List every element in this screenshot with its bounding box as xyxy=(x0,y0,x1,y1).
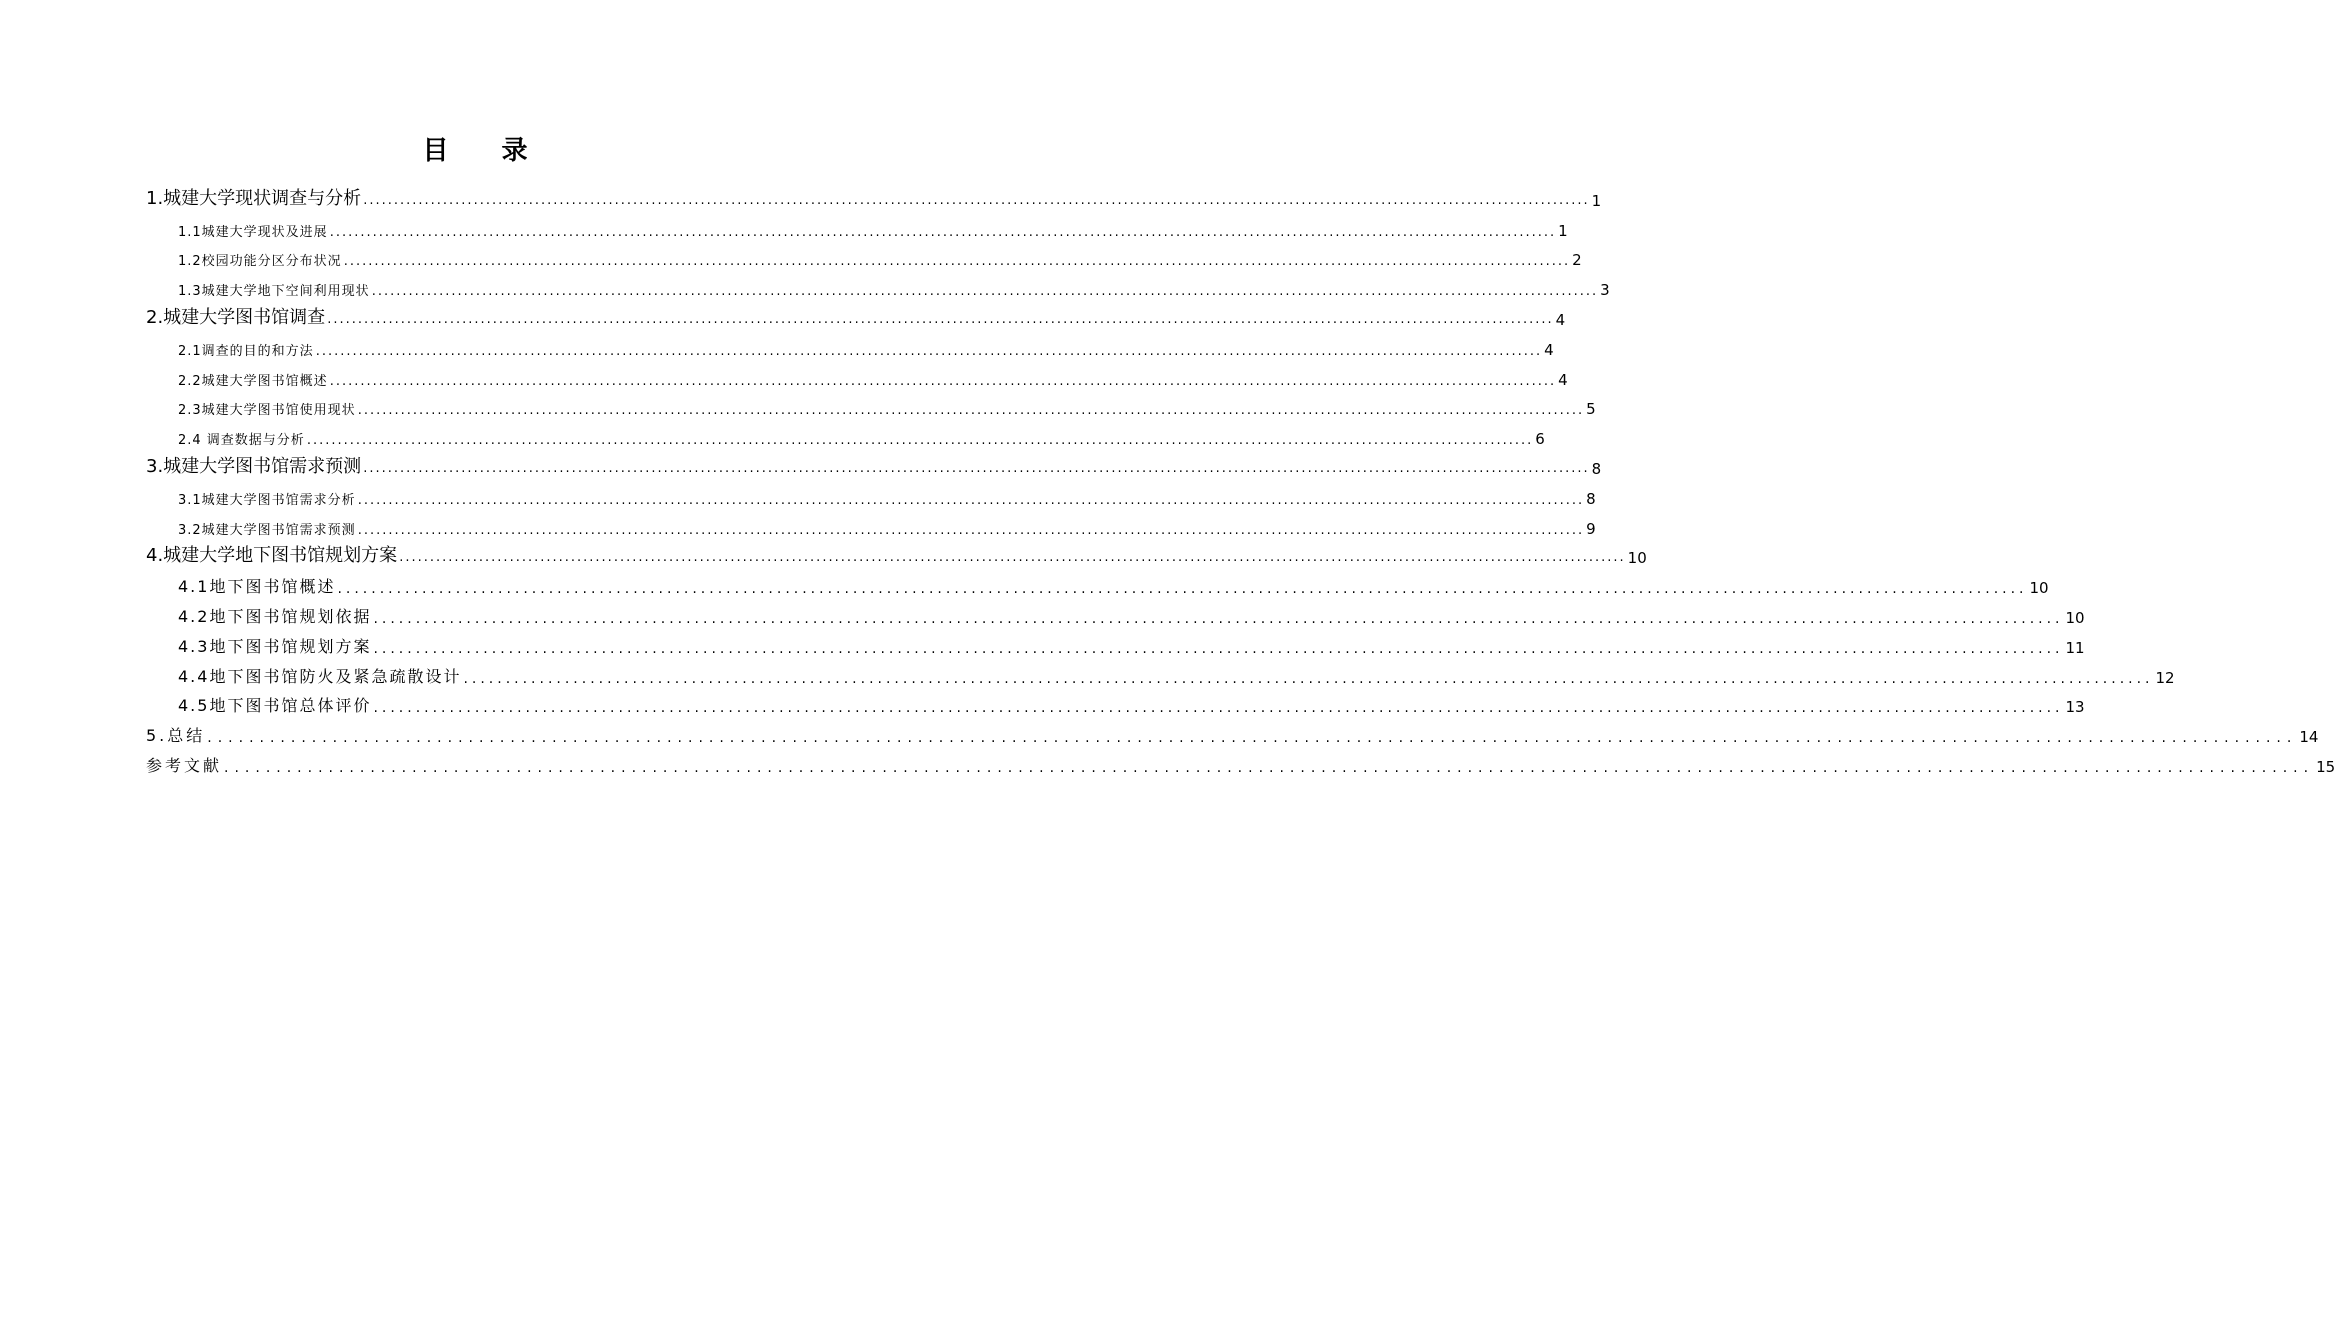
toc-entry-label: 4.2地下图书馆规划依据 xyxy=(178,606,372,626)
toc-dot-leader: ........................................................................................................................................................................................................ xyxy=(357,492,1585,508)
toc-page-number: 15 xyxy=(2316,757,2335,776)
toc-page-number: 1 xyxy=(1591,191,1602,210)
toc-page-number: 10 xyxy=(2029,579,2049,598)
toc-page-number: 4 xyxy=(1555,310,1566,329)
toc-entry[interactable] xyxy=(146,299,1566,329)
toc-dot-leader: ........................................................................................................................................................................................................ xyxy=(373,700,2064,717)
toc-entry[interactable] xyxy=(146,508,1596,538)
toc-dot-leader: ........................................................................................................................................................................................................ xyxy=(224,759,2315,776)
toc-entry[interactable] xyxy=(146,597,2085,627)
toc-entry-label: 1.2校园功能分区分布状况 xyxy=(178,254,342,270)
toc-page-number: 1 xyxy=(1558,221,1568,240)
toc-dot-leader: ........................................................................................................................................................................................................ xyxy=(463,670,2154,687)
toc-entry[interactable] xyxy=(146,567,2049,598)
toc-dot-leader: ........................................................................................................................................................................................................ xyxy=(371,284,1599,300)
toc-page-number: 5 xyxy=(1586,400,1596,419)
toc-entry[interactable] xyxy=(146,746,2335,776)
toc-entry-label: 4.3地下图书馆规划方案 xyxy=(178,636,372,656)
toc-dot-leader: ........................................................................................................................................................................................................ xyxy=(373,610,2064,627)
toc-page-number: 11 xyxy=(2065,638,2085,657)
toc-entry-label: 2.4 调查数据与分析 xyxy=(178,433,305,449)
toc-entry-label: 2.3城建大学图书馆使用现状 xyxy=(178,403,356,419)
toc-entry[interactable] xyxy=(146,389,1596,419)
toc-page-number: 10 xyxy=(1627,549,1647,568)
toc-entry[interactable] xyxy=(146,240,1582,270)
toc-dot-leader: ........................................................................................................................................................................................................ xyxy=(363,460,1590,476)
toc-page-number: 9 xyxy=(1586,519,1596,538)
toc-dot-leader: ........................................................................................................................................................................................................ xyxy=(399,550,1626,566)
toc-dot-leader: ........................................................................................................................................................................................................ xyxy=(357,403,1585,419)
toc-dot-leader: ........................................................................................................................................................................................................ xyxy=(315,343,1543,359)
toc-page-number: 10 xyxy=(2065,608,2085,627)
toc-entry-label: 3.城建大学图书馆需求预测 xyxy=(146,455,362,477)
toc-page-number: 8 xyxy=(1586,489,1596,508)
toc-entry-label: 3.1城建大学图书馆需求分析 xyxy=(178,492,356,508)
toc-entry-label: 1.城建大学现状调查与分析 xyxy=(146,187,362,209)
toc-entry-label: 2.1调查的目的和方法 xyxy=(178,343,314,359)
toc-dot-leader: ........................................................................................................................................................................................................ xyxy=(373,640,2064,657)
toc-entry-label: 2.2城建大学图书馆概述 xyxy=(178,373,328,389)
toc-entry[interactable] xyxy=(146,418,1545,449)
toc-entry[interactable] xyxy=(146,687,2085,717)
toc-entry[interactable] xyxy=(146,329,1554,359)
toc-entry-label: 2.城建大学图书馆调查 xyxy=(146,306,326,328)
toc-entry-label: 5.总结 xyxy=(146,726,206,746)
toc-dot-leader: ........................................................................................................................................................................................................ xyxy=(357,522,1585,538)
toc-dot-leader: ........................................................................................................................................................................................................ xyxy=(329,373,1557,389)
toc-dot-leader: ........................................................................................................................................................................................................ xyxy=(337,581,2028,598)
toc-page-number: 2 xyxy=(1572,251,1582,270)
toc-entry[interactable] xyxy=(146,359,1568,389)
toc-page-number: 3 xyxy=(1600,281,1610,300)
toc-entry-label: 1.3城建大学地下空间利用现状 xyxy=(178,284,370,300)
toc-page-number: 8 xyxy=(1591,459,1602,478)
toc-entry-label: 4.4地下图书馆防火及紧急疏散设计 xyxy=(178,666,462,686)
toc-entry-label: 4.1地下图书馆概述 xyxy=(178,577,336,597)
toc-entry[interactable] xyxy=(146,269,1610,300)
toc-entry[interactable] xyxy=(146,448,1602,478)
toc-page-number: 4 xyxy=(1558,370,1568,389)
toc-page-number: 4 xyxy=(1544,340,1554,359)
toc-entry[interactable] xyxy=(146,627,2085,657)
toc-page-number: 14 xyxy=(2299,728,2319,747)
toc-entry-label: 3.2城建大学图书馆需求预测 xyxy=(178,522,356,538)
toc-entry[interactable] xyxy=(146,180,1602,210)
toc-entry-label: 4.城建大学地下图书馆规划方案 xyxy=(146,545,398,567)
toc-dot-leader: ........................................................................................................................................................................................................ xyxy=(329,224,1557,240)
toc-dot-leader: ........................................................................................................................................................................................................ xyxy=(363,192,1590,208)
toc-entry[interactable] xyxy=(146,716,2319,747)
toc-entry[interactable] xyxy=(146,478,1596,508)
toc-dot-leader: ........................................................................................................................................................................................................ xyxy=(327,311,1554,327)
toc-entry[interactable] xyxy=(146,657,2175,687)
toc-page-number: 6 xyxy=(1535,430,1545,449)
table-of-contents xyxy=(146,180,2335,776)
toc-dot-leader: ........................................................................................................................................................................................................ xyxy=(343,254,1571,270)
toc-dot-leader: ........................................................................................................................................................................................................ xyxy=(306,433,1534,449)
toc-entry-label: 参考文献 xyxy=(146,755,223,775)
toc-entry-label: 1.1城建大学现状及进展 xyxy=(178,224,328,240)
toc-page-number: 13 xyxy=(2065,698,2085,717)
toc-title: 目 录 xyxy=(422,136,550,166)
toc-page-number: 12 xyxy=(2155,668,2175,687)
toc-entry[interactable] xyxy=(146,210,1568,240)
toc-entry[interactable] xyxy=(146,538,1647,568)
toc-entry-label: 4.5地下图书馆总体评价 xyxy=(178,696,372,716)
toc-dot-leader: ........................................................................................................................................................................................................ xyxy=(207,730,2298,747)
